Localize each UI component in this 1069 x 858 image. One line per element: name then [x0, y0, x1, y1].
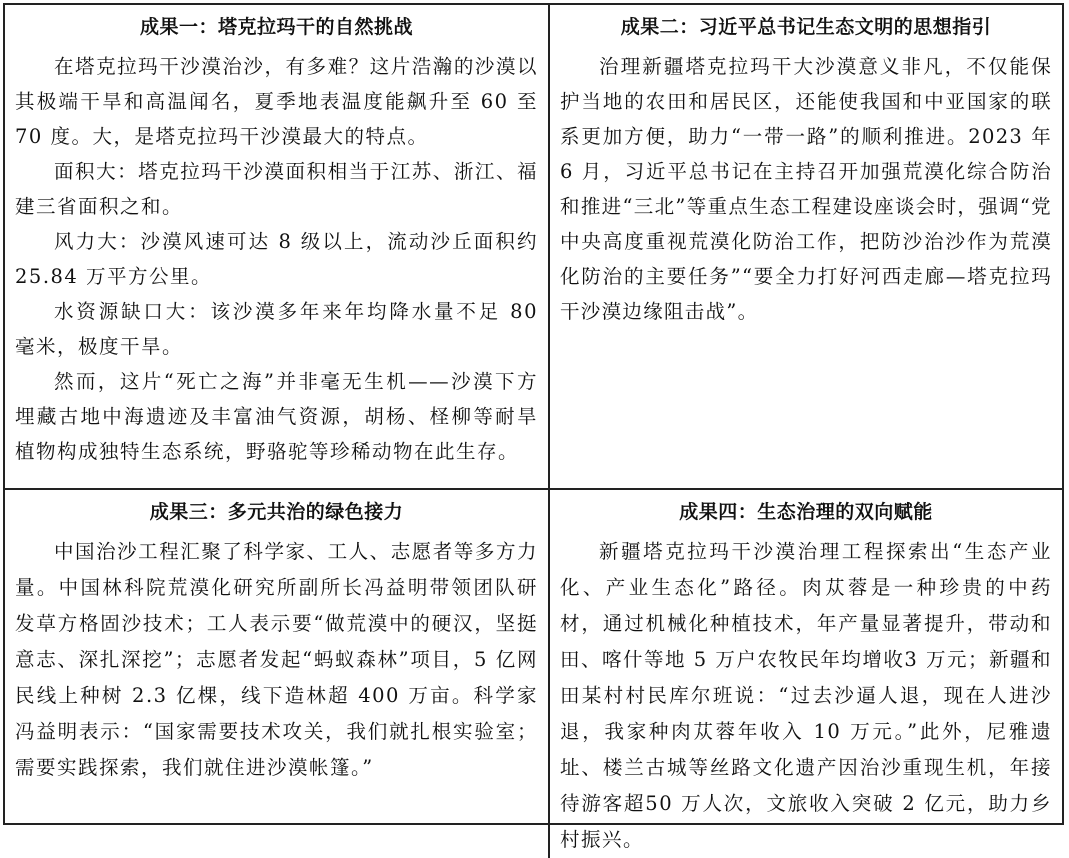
section-3 — [5, 490, 550, 858]
section-1-paragraph: 面积大：塔克拉玛干沙漠面积相当于江苏、浙江、福建三省面积之和。 — [15, 160, 538, 218]
section-2-title: 成果二：习近平总书记生态文明的思想指引 — [620, 16, 992, 38]
section-1-paragraph: 然而，这片“死亡之海”并非毫无生机——沙漠下方埋藏古地中海遗迹及丰富油气资源，胡杨、柽柳等耐旱植物构成独特生态系统，野骆驼等珍稀动物在此生存。 — [15, 370, 538, 463]
section-1 — [5, 5, 550, 490]
section-3-title: 成果三：多元共治的绿色接力 — [149, 501, 404, 523]
section-4 — [550, 490, 1062, 858]
section-1-title: 成果一：塔克拉玛干的自然挑战 — [139, 16, 413, 38]
section-4-paragraph: 新疆塔克拉玛干沙漠治理工程探索出“生态产业化、产业生态化”路径。肉苁蓉是一种珍贵的中药材，通过机械化种植技术，年产量显著提升，带动和田、喀什等地 5 万户农牧民年均增收3 万元；新疆和田某村村民库尔班说：“过去沙逼人退，现在人进沙退，我家种肉苁蓉年收入 10 万元。”此外，尼雅遗址、楼兰古城等丝路文化遗产因治沙重现生机，年接待游客超50 万人次，文旅收入突破 2 亿元，助力乡村振兴。 — [560, 540, 1052, 851]
section-1-paragraph: 水资源缺口大：该沙漠多年来年均降水量不足 80 毫米，极度干旱。 — [15, 300, 538, 358]
results-table — [3, 3, 1064, 851]
section-3-paragraph: 中国治沙工程汇聚了科学家、工人、志愿者等多方力量。中国林科院荒漠化研究所副所长冯益明带领团队研发草方格固沙技术；工人表示要“做荒漠中的硬汉，坚挺意志、深扎深挖”；志愿者发起“蚂蚁森林”项目，5 亿网民线上种树 2.3 亿棵，线下造林超 400 万亩。科学家冯益明表示：“国家需要技术攻关，我们就扎根实验室；需要实践探索，我们就住进沙漠帐篷。” — [15, 540, 538, 779]
section-2 — [550, 5, 1062, 490]
section-1-paragraph: 在塔克拉玛干沙漠治沙，有多难？这片浩瀚的沙漠以其极端干旱和高温闻名，夏季地表温度能飙升至 60 至 70 度。大，是塔克拉玛干沙漠最大的特点。 — [15, 55, 538, 148]
section-2-paragraph: 治理新疆塔克拉玛干大沙漠意义非凡，不仅能保护当地的农田和居民区，还能使我国和中亚国家的联系更加方便，助力“一带一路”的顺利推进。2023 年 6 月，习近平总书记在主持召开加强荒漠化综合防治和推进“三北”等重点生态工程建设座谈会时，强调“党中央高度重视荒漠化防治工作，把防沙治沙作为荒漠化防治的主要任务”“要全力打好河西走廊—塔克拉玛干沙漠边缘阻击战”。 — [560, 55, 1052, 323]
section-1-paragraph: 风力大：沙漠风速可达 8 级以上，流动沙丘面积约 25.84 万平方公里。 — [15, 230, 538, 288]
section-4-title: 成果四：生态治理的双向赋能 — [679, 501, 933, 523]
